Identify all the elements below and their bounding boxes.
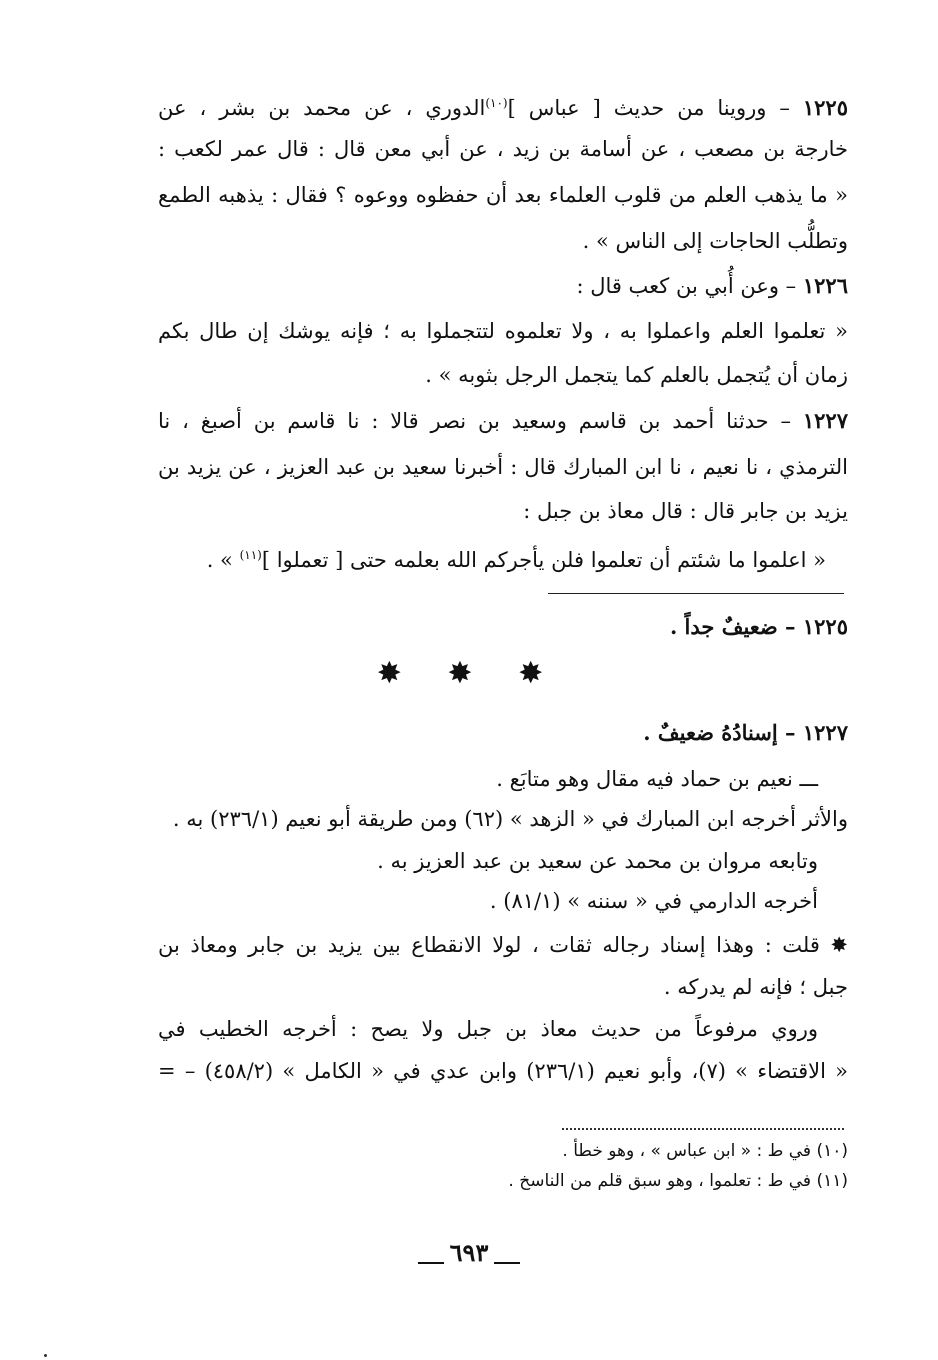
dash-decoration <box>494 1262 520 1264</box>
footnote-10: (١٠) في ط : « ابن عباس » ، وهو خطأ . <box>562 1141 848 1161</box>
note-1227-line-5: ✸ قلت : وهذا إسناد رجاله ثقات ، لولا الانقطاع بين يزيد بن جابر ومعاذ بن <box>158 933 848 957</box>
dash-decoration <box>418 1262 444 1264</box>
note-number: ١٢٢٥ <box>802 614 848 639</box>
entry-1226-line-2: « تعلموا العلم واعملوا به ، ولا تعلموه لتتجملوا به ؛ فإنه يوشك إن طال بكم <box>158 319 848 343</box>
entry-1227-line-2: الترمذي ، نا نعيم ، نا ابن المبارك قال : أخبرنا سعيد بن عبد العزيز ، عن يزيد بن <box>158 455 848 479</box>
note-1227-line-4: أخرجه الدارمي في « سننه » (٨١/١) . <box>489 889 818 913</box>
page-number: ٦٩٣ <box>0 1238 938 1267</box>
footnote-rule <box>562 1128 844 1130</box>
entry-1227-line-3: يزيد بن جابر قال : قال معاذ بن جبل : <box>523 499 848 523</box>
scan-speck <box>44 1354 47 1357</box>
entry-1225-line-4: وتطلُّب الحاجات إلى الناس » . <box>582 229 848 253</box>
note-1227-line-7: وروي مرفوعاً من حديث معاذ بن جبل ولا يصح : أخرجه الخطيب في <box>158 1017 818 1041</box>
note-1227-line-1: ـــ نعيم بن حماد فيه مقال وهو متابَع . <box>496 767 818 791</box>
note-1227-line-2: والأثر أخرجه ابن المبارك في « الزهد » (٦٢) ومن طريقة أبو نعيم (٢٣٦/١) به . <box>172 807 848 831</box>
entry-1225-line-1: ١٢٢٥ – وروينا من حديث [ عباس ]$^{(١٠)}$الدوري ، عن محمد بن بشر ، عن <box>158 95 848 120</box>
entry-number: ١٢٢٧ <box>802 408 848 433</box>
note-number: ١٢٢٧ <box>802 720 848 745</box>
footnote-ref: (١٠) <box>485 96 508 110</box>
note-1227-line-6: جبل ؛ فإنه لم يدركه . <box>663 975 848 999</box>
entry-number: ١٢٢٦ <box>802 273 848 298</box>
entry-1227-line-1: ١٢٢٧ – حدثنا أحمد بن قاسم وسعيد بن نصر قالا : نا قاسم بن أصبغ ، نا <box>158 408 848 433</box>
footnote-11: (١١) في ط : تعلموا ، وهو سبق قلم من الناسخ . <box>508 1171 848 1191</box>
section-separator <box>548 593 844 594</box>
footnote-ref: (١١) <box>239 548 262 562</box>
entry-1225-line-2: خارجة بن مصعب ، عن أسامة بن زيد ، عن أبي معن قال : قال عمر لكعب : <box>158 137 848 161</box>
entry-1226-line-1: ١٢٢٦ – وعن أُبي بن كعب قال : <box>576 273 848 298</box>
note-1225: ١٢٢٥ – ضعيفٌ جداً . <box>669 614 848 639</box>
star-divider: ✸ ✸ ✸ <box>376 656 562 691</box>
entry-number: ١٢٢٥ <box>802 95 848 120</box>
note-1227-title: ١٢٢٧ – إسنادُهُ ضعيفٌ . <box>643 720 848 745</box>
entry-1227-line-4: « اعلموا ما شئتم أن تعلموا فلن يأجركم الله بعلمه حتى [ تعملوا ]$^{(١١)}$ » . <box>206 548 826 572</box>
entry-1225-line-3: « ما يذهب العلم من قلوب العلماء بعد أن حفظوه ووعوه ؟ فقال : يذهبه الطمع <box>158 183 848 207</box>
note-1227-line-3: وتابعه مروان بن محمد عن سعيد بن عبد العزيز به . <box>377 849 818 873</box>
note-1227-line-8: « الاقتضاء » (٧)، وأبو نعيم (٢٣٦/١) وابن عدي في « الكامل » (٤٥٨/٢) – = <box>158 1059 848 1083</box>
entry-1226-line-3: زمان أن يُتجمل بالعلم كما يتجمل الرجل بثوبه » . <box>425 363 848 387</box>
